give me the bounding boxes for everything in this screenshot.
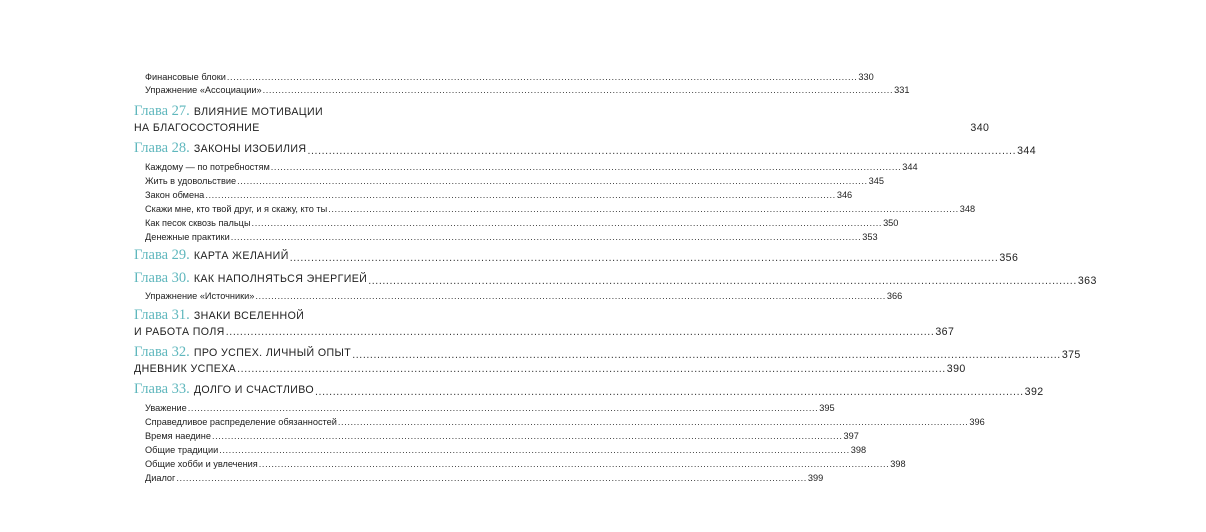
leader-dots: ........................................................................................................................................................................................................ xyxy=(226,72,858,82)
chapter-title: ВЛИЯНИЕ МОТИВАЦИИ xyxy=(193,106,324,118)
entry-title: Справедливое распределение обязанностей xyxy=(145,417,337,427)
chapter-number: Глава 31. xyxy=(134,307,190,323)
toc-entry[interactable] xyxy=(0,467,824,483)
leader-dots: ........................................................................................................................................................................................................ xyxy=(187,403,819,413)
page-number: 356 xyxy=(999,252,1019,264)
page-number: 392 xyxy=(1024,386,1044,398)
leader-dots: ........................................................................................................................................................................................................ xyxy=(352,349,1061,361)
page-number: 346 xyxy=(836,190,853,200)
leader-dots: ........................................................................................................................................................................................................ xyxy=(307,145,1017,157)
chapter-heading-continued[interactable] xyxy=(0,118,990,134)
chapter-number: Глава 33. xyxy=(134,381,190,397)
toc-entry[interactable] xyxy=(0,79,910,95)
page-number: 396 xyxy=(969,417,985,427)
leader-dots: ........................................................................................................................................................................................................ xyxy=(315,386,1024,398)
chapter-heading-continued[interactable] xyxy=(0,322,955,338)
chapter-number: Глава 28. xyxy=(134,140,190,156)
leader-dots: ........................................................................................................................................................................................................ xyxy=(270,162,902,172)
leader-dots: ........................................................................................................................................................................................................ xyxy=(328,204,959,214)
leader-dots: ........................................................................................................................................................................................................ xyxy=(211,431,843,441)
entry-title: Каждому — по потребностям xyxy=(145,162,270,172)
entry-title: Как песок сквозь пальцы xyxy=(145,218,251,228)
leader-dots: ........................................................................................................................................................................................................ xyxy=(251,218,883,228)
page-number: 390 xyxy=(946,363,966,375)
leader-dots: ........................................................................................................................................................................................................ xyxy=(289,252,999,264)
chapter-title: ПРО УСПЕХ. ЛИЧНЫЙ ОПЫТ xyxy=(193,347,352,359)
page-number: 353 xyxy=(862,232,878,242)
chapter-title: КАК НАПОЛНЯТЬСЯ ЭНЕРГИЕЙ xyxy=(193,273,368,285)
chapter-number: Глава 29. xyxy=(134,247,190,263)
page-number: 345 xyxy=(868,176,884,186)
entry-title: Денежные практики xyxy=(145,232,230,242)
entry-title: Общие хобби и увлечения xyxy=(145,459,258,469)
leader-dots: ........................................................................................................................................................................................................ xyxy=(255,291,886,301)
leader-dots: ........................................................................................................................................................................................................ xyxy=(219,445,850,455)
entry-title: Упражнение «Источники» xyxy=(145,291,255,301)
entry-title: Финансовые блоки xyxy=(145,72,226,82)
leader-dots: ........................................................................................................................................................................................................ xyxy=(176,473,807,483)
toc-entry[interactable] xyxy=(0,226,878,242)
page-number: 344 xyxy=(1017,145,1037,157)
leader-dots: ........................................................................................................................................................................................................ xyxy=(368,275,1077,287)
entry-title: Скажи мне, кто твой друг, и я скажу, кто ты xyxy=(145,204,328,214)
leader-dots: ........................................................................................................................................................................................................ xyxy=(237,363,946,375)
chapter-title: ДОЛГО И СЧАСТЛИВО xyxy=(193,384,314,396)
page-number: 397 xyxy=(843,431,859,441)
page-number: 375 xyxy=(1061,349,1081,361)
entry-title: Диалог xyxy=(145,473,176,483)
chapter-number: Глава 32. xyxy=(134,344,190,360)
leader-dots: ........................................................................................................................................................................................................ xyxy=(225,326,935,338)
page-number: 367 xyxy=(935,326,955,338)
entry-title: Общие традиции xyxy=(145,445,219,455)
page-number: 363 xyxy=(1077,275,1097,287)
chapter-title-line2: НА БЛАГОСОСТОЯНИЕ xyxy=(134,122,260,134)
page-number: 348 xyxy=(959,204,976,214)
chapter-heading[interactable] xyxy=(0,138,1037,157)
page-number: 366 xyxy=(886,291,903,301)
page-number: 340 xyxy=(970,122,990,134)
leader-dots: ........................................................................................................................................................................................................ xyxy=(258,459,890,469)
page-number: 331 xyxy=(894,85,910,95)
entry-title: Закон обмена xyxy=(145,190,205,200)
page-number: 398 xyxy=(890,459,906,469)
page-number: 399 xyxy=(807,473,824,483)
entry-title: Жить в удовольствие xyxy=(145,176,237,186)
leader-dots: ........................................................................................................................................................................................................ xyxy=(205,190,836,200)
leader-dots: ........................................................................................................................................................................................................ xyxy=(230,232,862,242)
page-number: 350 xyxy=(883,218,899,228)
leader-dots: ........................................................................................................................................................................................................ xyxy=(262,85,894,95)
page-number: 344 xyxy=(902,162,918,172)
leader-dots: ........................................................................................................................................................................................................ xyxy=(337,417,969,427)
chapter-heading[interactable] xyxy=(0,379,1044,398)
entry-title: Уважение xyxy=(145,403,187,413)
chapter-number: Глава 27. xyxy=(134,103,190,119)
toc-entry[interactable] xyxy=(0,285,903,301)
chapter-title: ЗАКОНЫ ИЗОБИЛИЯ xyxy=(193,143,307,155)
page-number: 330 xyxy=(858,72,874,82)
chapter-number: Глава 30. xyxy=(134,270,190,286)
leader-dots: ........................................................................................................................................................................................................ xyxy=(237,176,868,186)
entry-title: Упражнение «Ассоциации» xyxy=(145,85,262,95)
entry-title: Время наедине xyxy=(145,431,211,441)
chapter-heading[interactable] xyxy=(0,245,1019,264)
page-number: 398 xyxy=(850,445,867,455)
page-number: 395 xyxy=(819,403,835,413)
chapter-title-line2: И РАБОТА ПОЛЯ xyxy=(134,326,225,338)
chapter-title: ЗНАКИ ВСЕЛЕННОЙ xyxy=(193,310,305,322)
toc-entry[interactable] xyxy=(0,359,966,375)
entry-title: ДНЕВНИК УСПЕХА xyxy=(134,363,237,375)
chapter-title: КАРТА ЖЕЛАНИЙ xyxy=(193,250,289,262)
